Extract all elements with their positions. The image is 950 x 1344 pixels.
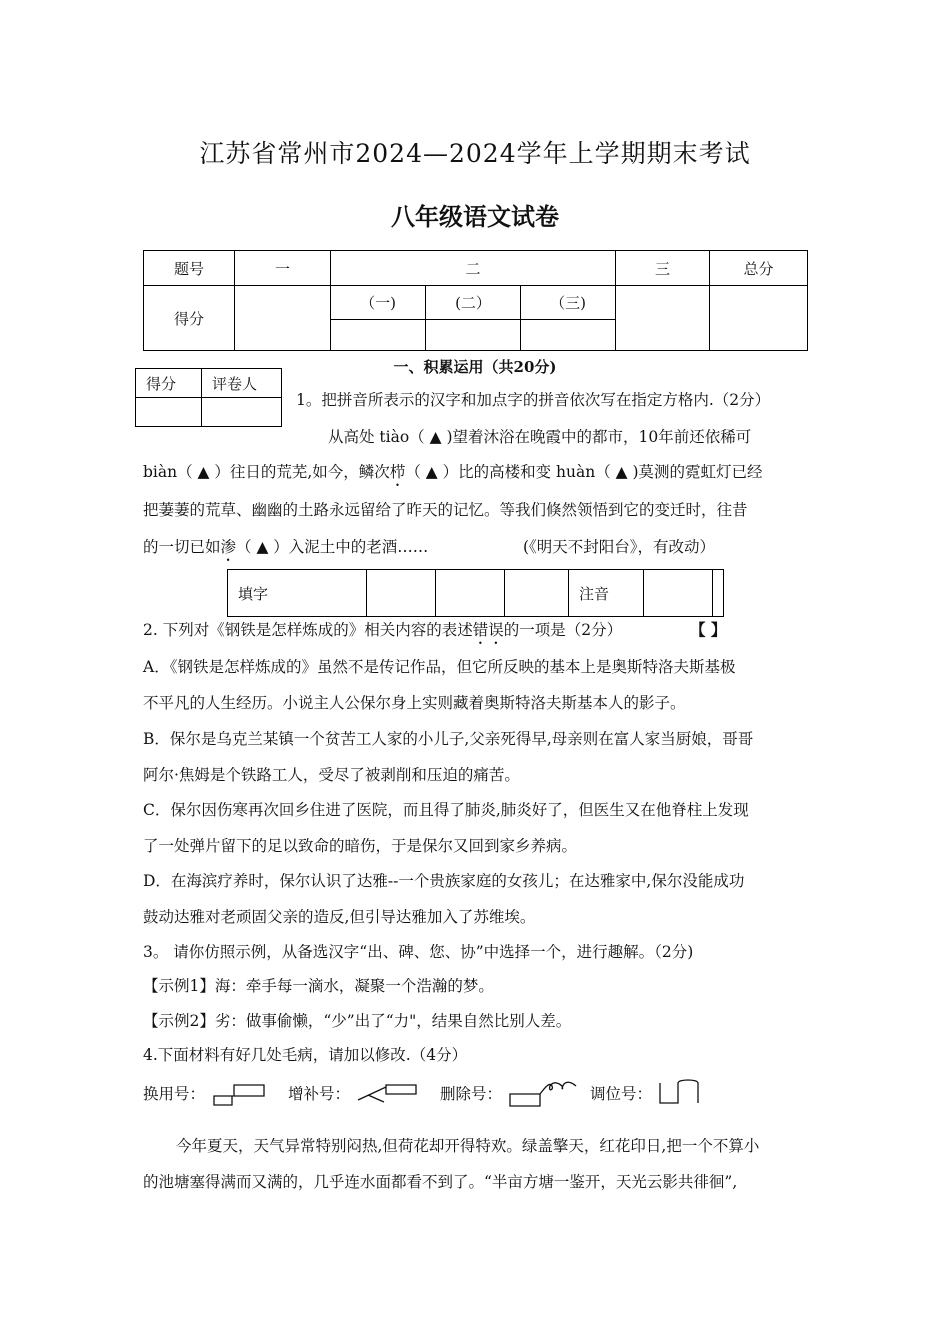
q2-option-a-line1: A．《钢铁是怎样炼成的》虽然不是传记作品，但它所反映的基本上是奥斯特洛夫斯基极 (143, 658, 736, 676)
q3-example2: 【示例2】劣：做事偷懒，“少”出了“力"，结果自然比别人差。 (143, 1012, 572, 1030)
score-header-total: 总分 (710, 251, 808, 286)
grader-score-label: 得分 (136, 369, 202, 398)
q4-passage-line1: 今年夏天，天气异常特别闷热,但荷花却开得特欢。绿盖擎天，红花印日,把一个不算小 (176, 1137, 760, 1155)
score-row-label: 得分 (144, 286, 235, 351)
insert-mark-icon (354, 1080, 420, 1106)
score-cell-2-3[interactable] (521, 320, 616, 351)
score-cell-1[interactable] (235, 286, 331, 351)
score-sub-3: （三) (521, 286, 616, 320)
score-sub-1: （一) (331, 286, 426, 320)
q2-option-c-line1: C．保尔因伤寒再次回乡住进了医院，而且得了肺炎,肺炎好了，但医生又在他脊柱上发现 (143, 801, 749, 819)
q2-prompt: 2. 下列对《钢铁是怎样炼成的》相关内容的表述错误的一项是（2分） (143, 621, 623, 639)
q1-source: (《明天不封阳台》，有改动） (523, 538, 716, 556)
q1-line1: 从高处 tiào（ ▲ )望着沐浴在晚霞中的都市，10年前还依稀可 (328, 428, 752, 446)
q2-option-b-line2: 阿尔·焦姆是个铁路工人，受尽了被剥削和压迫的痛苦。 (143, 766, 520, 784)
fill-label: 填字 (228, 570, 367, 617)
q1-line2: biàn（ ▲ ）往日的荒芜,如今，鳞次栉（ ▲ ）比的高楼和变 huàn（ ▲ )莫测的霓虹灯已经 (143, 463, 763, 481)
q2-option-d-line2: 鼓动达雅对老顽固父亲的造反,但引导达雅加入了苏维埃。 (143, 908, 536, 926)
score-cell-3[interactable] (616, 286, 710, 351)
mark-delete-label: 删除号： (440, 1085, 503, 1103)
q2-option-b-line1: B．保尔是乌克兰某镇一个贫苦工人家的小儿子,父亲死得早,母亲则在富人家当厨娘，哥哥 (143, 730, 754, 748)
grader-name-cell[interactable] (202, 398, 282, 427)
q4-passage-line2: 的池塘塞得满而又满的，几乎连水面都看不到了。“半亩方塘一鉴开，天光云影共徘徊”, (143, 1173, 738, 1191)
section-title: 一、积累运用（共20分) (393, 358, 557, 376)
q3-prompt: 3。 请你仿照示例，从备选汉字“出、碑、您、协”中选择一个，进行趣解。（2分) (143, 943, 694, 961)
grader-name-label: 评卷人 (202, 369, 282, 398)
exam-title: 江苏省常州市2024—2024学年上学期期末考试 (199, 139, 751, 168)
score-cell-total[interactable] (710, 286, 808, 351)
q3-example1: 【示例1】海：牵手每一滴水，凝聚一个浩瀚的梦。 (143, 977, 494, 995)
replace-mark-icon (212, 1080, 268, 1110)
mark-insert-label: 增补号： (288, 1085, 351, 1103)
score-cell-2-2[interactable] (426, 320, 521, 351)
score-sub-2: (二） (426, 286, 521, 320)
pinyin-cell-2[interactable] (713, 570, 724, 617)
answer-table (227, 569, 724, 617)
q1-line4: 的一切已如渗（ ▲ ）入泥土中的老酒…… (143, 538, 429, 556)
score-header-2: 二 (331, 251, 616, 286)
score-table (143, 250, 808, 351)
q4-prompt: 4.下面材料有好几处毛病，请加以修改.（4分） (143, 1046, 468, 1064)
q1-prompt: 1。把拼音所表示的汉字和加点字的拼音依次写在指定方格内.（2分） (296, 391, 771, 409)
delete-mark-icon (506, 1078, 580, 1110)
fill-cell-3[interactable] (505, 570, 569, 617)
pinyin-cell-1[interactable] (644, 570, 713, 617)
q1-line3: 把萋萋的荒草、幽幽的土路永远留给了昨天的记忆。等我们倏然领悟到它的变迁时，往昔 (143, 501, 748, 519)
q2-option-a-line2: 不平凡的人生经历。小说主人公保尔身上实则藏着奥斯特洛夫斯基本人的影子。 (143, 694, 686, 712)
exam-subtitle: 八年级语文试卷 (391, 202, 559, 231)
fill-cell-2[interactable] (436, 570, 505, 617)
q2-answer-bracket[interactable]: 【 】 (690, 620, 727, 639)
q2-option-c-line2: 了一处弹片留下的足以致命的暗伤，于是保尔又回到家乡养病。 (143, 837, 578, 855)
q2-option-d-line1: D．在海滨疗养时，保尔认识了达雅--一个贵族家庭的女孩儿；在达雅家中,保尔没能成功 (143, 872, 745, 890)
score-header-qnum: 题号 (144, 251, 235, 286)
mark-replace-label: 换用号： (143, 1085, 206, 1103)
grader-table (135, 368, 282, 427)
score-header-1: 一 (235, 251, 331, 286)
fill-cell-1[interactable] (367, 570, 436, 617)
pinyin-label: 注音 (569, 570, 644, 617)
grader-score-cell[interactable] (136, 398, 202, 427)
swap-mark-icon (656, 1079, 704, 1107)
score-cell-2-1[interactable] (331, 320, 426, 351)
score-header-3: 三 (616, 251, 710, 286)
mark-swap-label: 调位号： (590, 1085, 653, 1103)
